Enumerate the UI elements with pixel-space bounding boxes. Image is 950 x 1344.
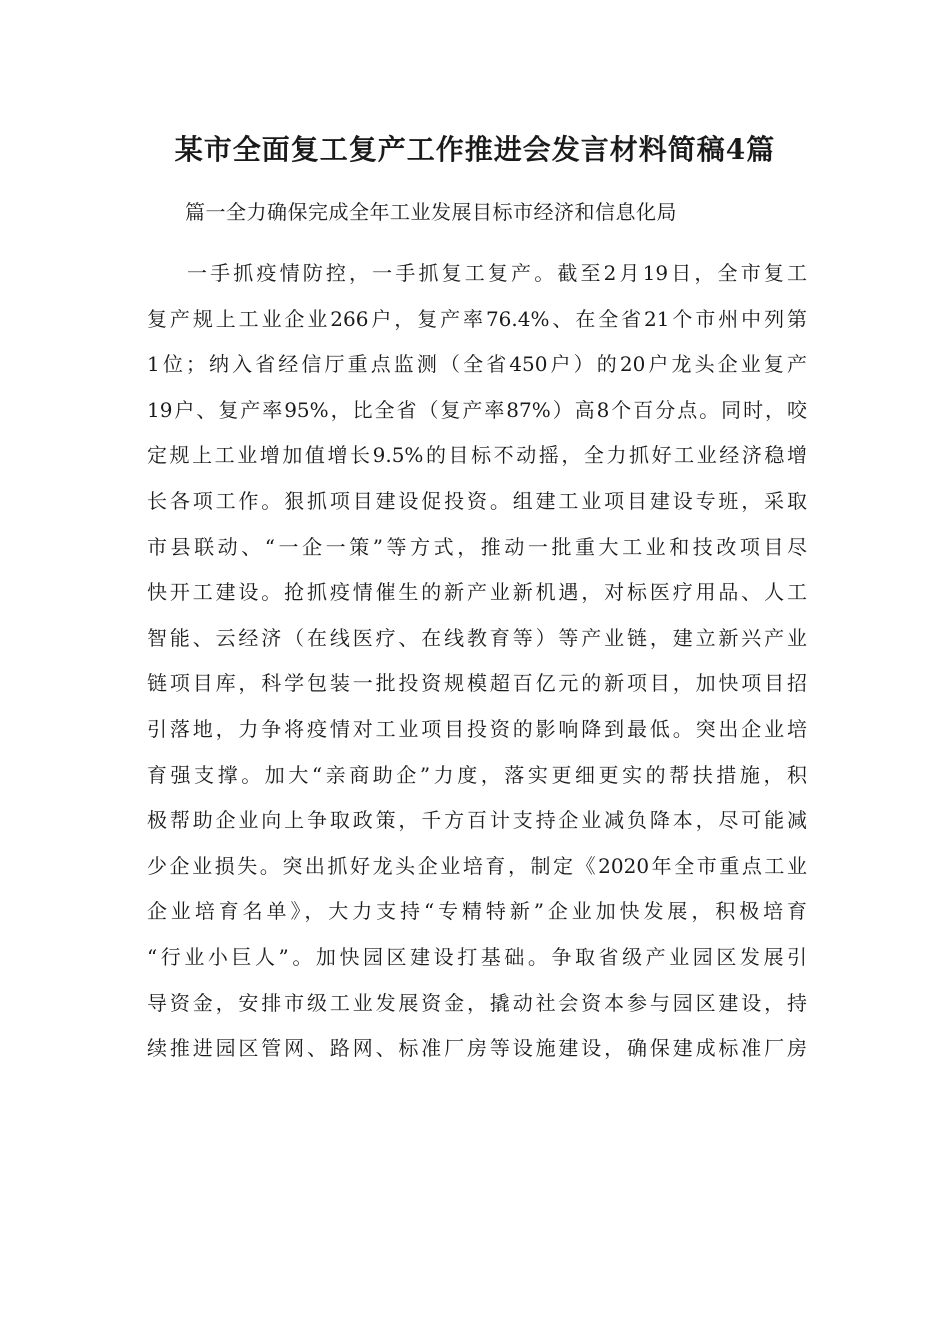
- document-title: 某市全面复工复产工作推进会发言材料简稿4篇: [174, 133, 776, 166]
- paragraph-line: 19户、复产率95%，比全省（复产率87%）高8个百分点。同时，咬: [147, 397, 807, 422]
- paragraph-line: 定规上工业增加值增长9.5%的目标不动摇，全力抓好工业经济稳增: [147, 443, 807, 468]
- paragraph-line: 市县联动、“一企一策”等方式，推动一批重大工业和技改项目尽: [147, 534, 807, 559]
- paragraph-line: 续推进园区管网、路网、标准厂房等设施建设，确保建成标准厂房: [147, 1036, 807, 1061]
- body-paragraph: [147, 251, 807, 1072]
- paragraph-line: 极帮助企业向上争取政策，千方百计支持企业减负降本，尽可能减: [147, 808, 807, 833]
- section-subtitle: 篇一全力确保完成全年工业发展目标市经济和信息化局: [185, 200, 677, 224]
- paragraph-line: 智能、云经济（在线医疗、在线教育等）等产业链，建立新兴产业: [147, 625, 807, 650]
- paragraph-line: 链项目库，科学包装一批投资规模超百亿元的新项目，加快项目招: [147, 671, 807, 696]
- paragraph-line: 复产规上工业企业266户，复产率76.4%、在全省21个市州中列第: [147, 306, 807, 331]
- paragraph-line: 少企业损失。突出抓好龙头企业培育，制定《2020年全市重点工业: [147, 853, 807, 878]
- paragraph-line: “行业小巨人”。加快园区建设打基础。争取省级产业园区发展引: [147, 944, 807, 969]
- paragraph-line: 一手抓疫情防控，一手抓复工复产。截至2月19日，全市复工: [187, 261, 807, 285]
- paragraph-line: 企业培育名单》，大力支持“专精特新”企业加快发展，积极培育: [147, 899, 807, 924]
- paragraph-line: 育强支撑。加大“亲商助企”力度，落实更细更实的帮扶措施，积: [147, 762, 807, 787]
- paragraph-line: 长各项工作。狠抓项目建设促投资。组建工业项目建设专班，采取: [147, 488, 807, 513]
- paragraph-line: 引落地，力争将疫情对工业项目投资的影响降到最低。突出企业培: [147, 716, 807, 741]
- paragraph-line: 1位；纳入省经信厅重点监测（全省450户）的20户龙头企业复产: [147, 352, 807, 377]
- paragraph-line: 导资金，安排市级工业发展资金，撬动社会资本参与园区建设，持: [147, 990, 807, 1015]
- paragraph-line: 快开工建设。抢抓疫情催生的新产业新机遇，对标医疗用品、人工: [147, 580, 807, 605]
